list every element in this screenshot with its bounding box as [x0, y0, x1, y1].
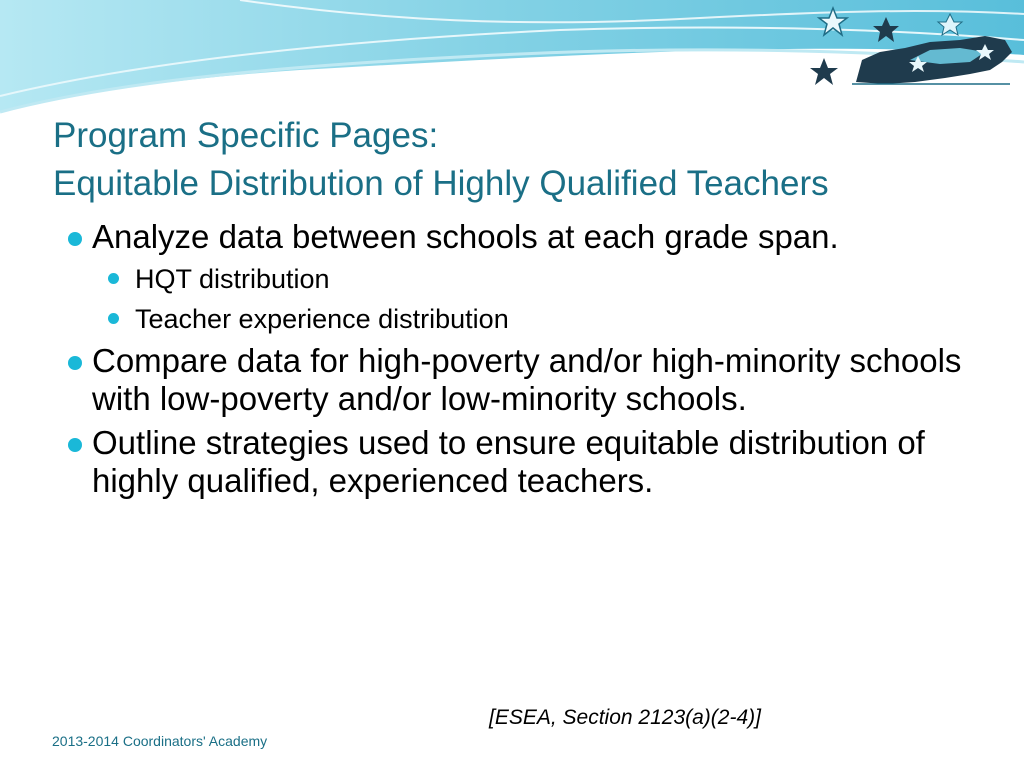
header-decoration	[0, 0, 1024, 120]
bullet-dot-icon	[108, 313, 119, 324]
bullet-dot-icon	[68, 438, 82, 452]
sub-list-item	[62, 262, 962, 296]
bullet-list	[62, 218, 962, 506]
list-item	[62, 218, 962, 256]
list-item-text: Outline strategies used to ensure equitable distribution of highly qualified, experienced teachers.	[92, 424, 925, 499]
list-item-text: Analyze data between schools at each grade span.	[92, 218, 839, 255]
bullet-dot-icon	[108, 273, 119, 284]
slide-title	[53, 112, 993, 208]
bullet-dot-icon	[68, 232, 82, 246]
citation: [ESEA, Section 2123(a)(2-4)]	[489, 706, 761, 729]
sub-list-item-text: HQT distribution	[135, 264, 330, 294]
title-line-2: Equitable Distribution of Highly Qualified Teachers	[53, 164, 829, 203]
bullet-dot-icon	[68, 356, 82, 370]
star-icon	[810, 58, 838, 85]
list-item-text: Compare data for high-poverty and/or high-minority schools with low-poverty and/or low-minority schools.	[92, 342, 962, 417]
list-item	[62, 342, 962, 418]
sub-list-item-text: Teacher experience distribution	[135, 304, 509, 334]
footer-text: 2013-2014 Coordinators' Academy	[52, 733, 268, 749]
title-line-1: Program Specific Pages:	[53, 116, 439, 155]
sub-list-item	[62, 302, 962, 336]
list-item	[62, 424, 962, 500]
